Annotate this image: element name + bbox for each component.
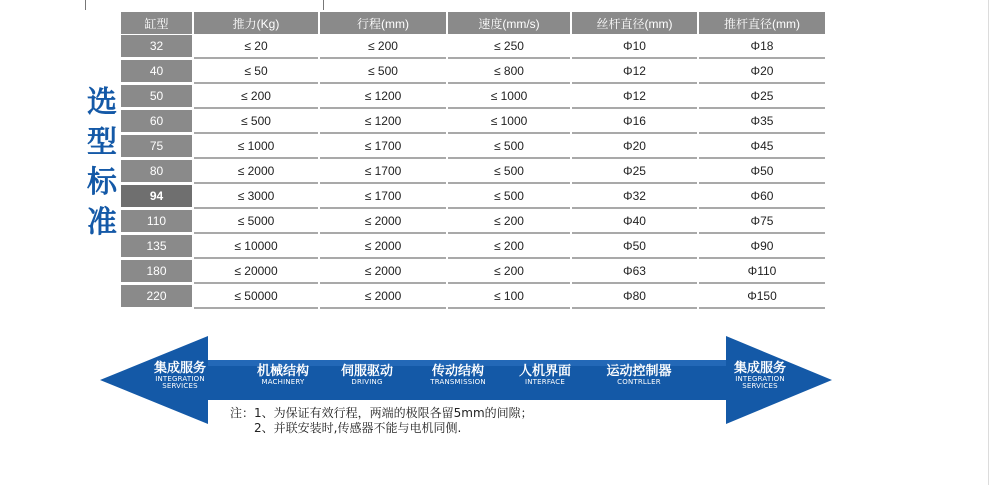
segment-integration-right: 集成服务 INTEGRATION SERVICES [733,361,786,390]
table-row [121,210,825,234]
header-speed: 速度(mm/s) [448,12,570,34]
segment-driving: 伺服驱动 DRIVING [340,364,393,386]
table-cell: 110 [121,210,192,234]
table-cell: Φ35 [699,110,825,134]
table-cell: ≤ 1700 [320,185,446,209]
table-cell: ≤ 200 [448,260,570,284]
table-cell: Φ60 [699,185,825,209]
side-title [82,85,122,240]
right-page-edge [988,0,989,485]
table-cell: Φ12 [572,60,697,84]
table-cell: Φ63 [572,260,697,284]
table-cell: Φ20 [572,135,697,159]
table-cell: ≤ 500 [194,110,318,134]
side-title-char: 标 [87,165,117,200]
side-title-char: 型 [87,125,117,160]
top-divider-left [85,0,86,10]
side-title-char: 准 [87,205,117,240]
table-cell: ≤ 1200 [320,110,446,134]
segment-transmission: 传动结构 TRANSMISSION [430,364,486,386]
table-row [121,60,825,84]
table-cell: 220 [121,285,192,309]
table-cell: ≤ 10000 [194,235,318,259]
table-cell: Φ80 [572,285,697,309]
table-cell: ≤ 200 [448,210,570,234]
table-cell: 50 [121,85,192,109]
table-row-highlighted [121,185,825,209]
table-cell: 180 [121,260,192,284]
table-cell: ≤ 200 [194,85,318,109]
table-cell: ≤ 500 [320,60,446,84]
table-cell: ≤ 20 [194,35,318,59]
table-cell: ≤ 1000 [448,85,570,109]
table-row [121,35,825,59]
table-cell: ≤ 50 [194,60,318,84]
top-divider-right [323,0,324,10]
note-line-1: 注：1、为保证有效行程，两端的极限各留5mm的间隙； [230,406,533,420]
header-screw-diameter: 丝杆直径(mm) [572,12,697,34]
table-cell: ≤ 50000 [194,285,318,309]
table-cell: ≤ 20000 [194,260,318,284]
table-cell: 32 [121,35,192,59]
table-cell: Φ90 [699,235,825,259]
table-cell: Φ18 [699,35,825,59]
table-cell: ≤ 250 [448,35,570,59]
table-cell: Φ45 [699,135,825,159]
table-cell: 80 [121,160,192,184]
table-cell: Φ12 [572,85,697,109]
table-cell: Φ16 [572,110,697,134]
spec-table [119,11,827,310]
segment-interface: 人机界面 INTERFACE [518,364,571,386]
table-cell: ≤ 2000 [320,235,446,259]
table-cell: ≤ 1700 [320,160,446,184]
table-cell: ≤ 2000 [320,285,446,309]
table-cell: Φ25 [699,85,825,109]
table-row [121,110,825,134]
table-row [121,135,825,159]
table-cell: ≤ 2000 [320,210,446,234]
table-cell: 40 [121,60,192,84]
table-cell: ≤ 500 [448,135,570,159]
table-row [121,285,825,309]
table-cell: ≤ 800 [448,60,570,84]
table-cell: ≤ 200 [448,235,570,259]
header-thrust: 推力(Kg) [194,12,318,34]
table-cell: ≤ 5000 [194,210,318,234]
side-title-char: 选 [87,85,117,120]
notes [230,406,533,436]
table-cell: ≤ 100 [448,285,570,309]
table-cell: Φ75 [699,210,825,234]
table-cell: ≤ 2000 [194,160,318,184]
table-cell: Φ20 [699,60,825,84]
table-cell: Φ32 [572,185,697,209]
table-cell: ≤ 2000 [320,260,446,284]
header-stroke: 行程(mm) [320,12,446,34]
note-line-2: 2、并联安装时,传感器不能与电机同侧. [254,421,462,435]
header-cylinder: 缸型 [121,12,192,34]
table-header-row [121,12,825,34]
table-cell: Φ25 [572,160,697,184]
table-cell: ≤ 1000 [194,135,318,159]
table-cell: 75 [121,135,192,159]
table-cell: ≤ 1200 [320,85,446,109]
segment-controller: 运动控制器 CONTRLLER [606,364,672,386]
table-cell: 94 [121,185,192,209]
table-cell: ≤ 500 [448,160,570,184]
segment-machinery: 机械结构 MACHINERY [256,364,309,386]
table-cell: ≤ 500 [448,185,570,209]
table-row [121,260,825,284]
table-row [121,160,825,184]
table-cell: ≤ 1000 [448,110,570,134]
table-cell: Φ150 [699,285,825,309]
table-cell: Φ110 [699,260,825,284]
table-row [121,85,825,109]
table-cell: Φ40 [572,210,697,234]
table-cell: 135 [121,235,192,259]
header-rod-diameter: 推杆直径(mm) [699,12,825,34]
table-cell: 60 [121,110,192,134]
table-cell: Φ50 [572,235,697,259]
table-cell: ≤ 1700 [320,135,446,159]
table-row [121,235,825,259]
segment-integration-left: 集成服务 INTEGRATION SERVICES [153,361,206,390]
table-cell: Φ10 [572,35,697,59]
table-cell: Φ50 [699,160,825,184]
table-cell: ≤ 200 [320,35,446,59]
table-cell: ≤ 3000 [194,185,318,209]
